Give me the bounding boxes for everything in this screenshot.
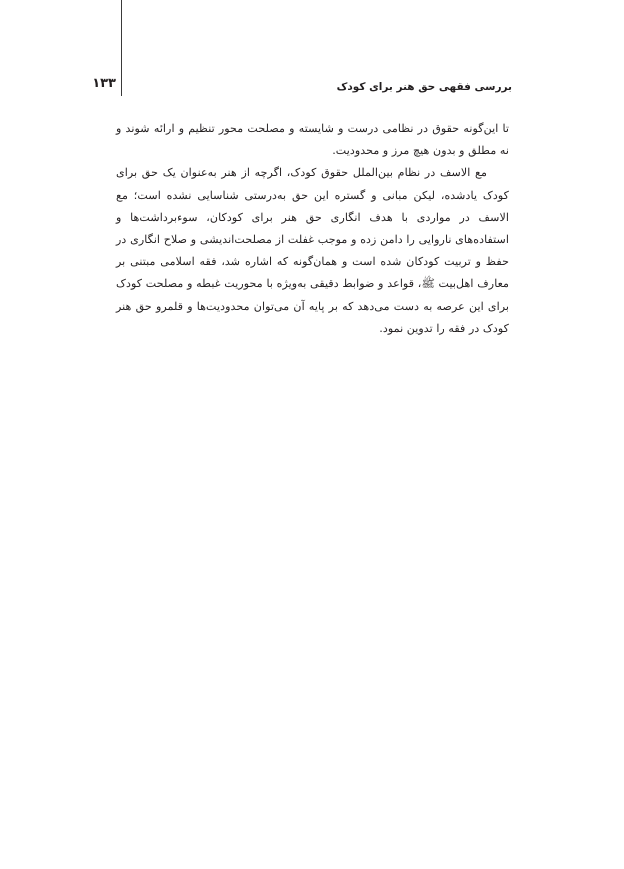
- paragraph: مع الاسف در نظام بین‌الملل حقوق کودک، اگرچه از هنر به‌عنوان یک حق برای کودک یادشده، لیکن مبانی و گستره این حق به‌درستی شناسایی نشده است؛ مع الاسف در مواردی با هدف انگاری حق هنر برای کودکان، سوء‌برداشت‌ها و استفاده‌های ناروایی را دامن زده و موجب غفلت از مصلحت‌اندیشی و صلاح انگاری در حفظ و تربیت کودکان شده است و همان‌گونه که اشاره شد، فقه اسلامی مبتنی بر معارف اهل‌بیت ﷺ، قواعد و ضوابط دقیقی به‌ویژه با محوریت غبطه و مصلحت کودک برای این عرصه به دست می‌دهد که بر پایه آن می‌توان محدودیت‌ها و قلمرو حق هنر کودک در فقه را تدوین نمود.: [116, 166, 509, 335]
- header-vertical-rule: [121, 0, 122, 96]
- running-title: بررسی فقهی حق هنر برای کودک: [336, 81, 512, 93]
- page-number: ۱۳۳: [92, 76, 116, 91]
- body-text: [116, 118, 509, 340]
- running-header: [128, 78, 512, 96]
- paragraph: تا این‌گونه حقوق در نظامی درست و شایسته و مصلحت محور تنظیم و ارائه شوند و نه مطلق و بدون هیچ مرز و محدودیت.: [116, 122, 509, 158]
